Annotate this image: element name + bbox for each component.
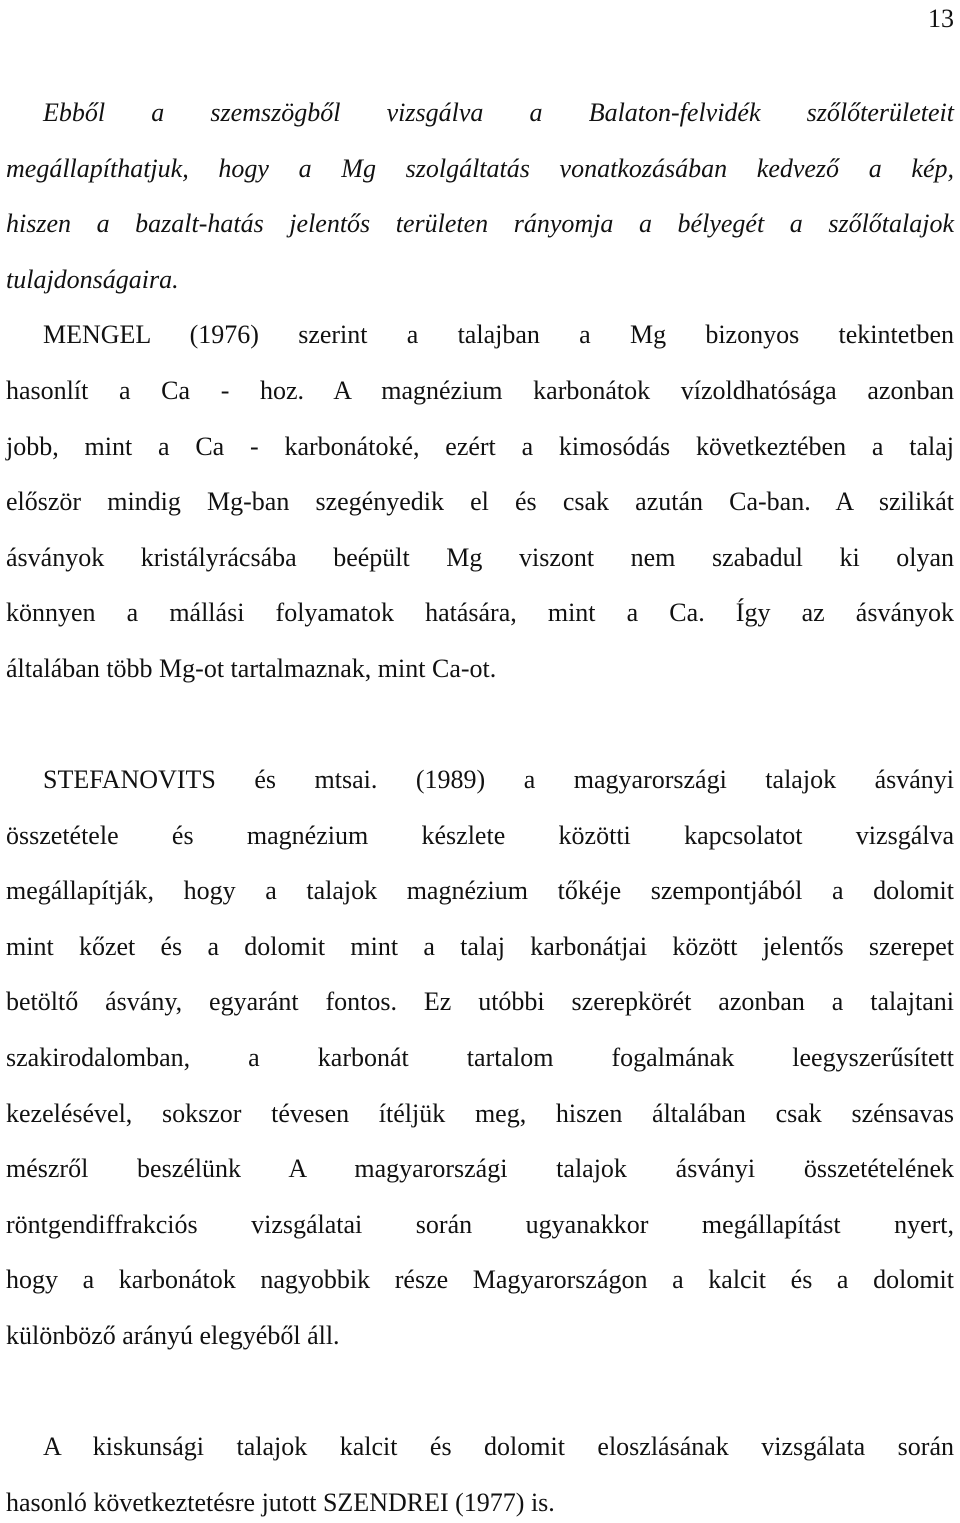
text-line: kezelésével, sokszor tévesen ítéljük meg, hiszen általában csak szénsavas (6, 1099, 954, 1128)
text-line: hasonló következtetésre jutott SZENDREI (1977) is. (6, 1488, 555, 1517)
text-line: általában több Mg-ot tartalmaznak, mint Ca-ot. (6, 654, 497, 683)
text-line: hogy a karbonátok nagyobbik része Magyarországon a kalcit és a dolomit (6, 1265, 954, 1294)
text-line: könnyen a mállási folyamatok hatására, mint a Ca. Így az ásványok (6, 598, 954, 627)
text-line: betöltő ásvány, egyaránt fontos. Ez utóbbi szerepkörét azonban a talajtani (6, 987, 954, 1016)
text-line: megállapíthatjuk, hogy a Mg szolgáltatás vonatkozásában kedvező a kép, (6, 154, 954, 183)
text-line: Ebből a szemszögből vizsgálva a Balaton-felvidék szőlőterületeit (43, 98, 954, 127)
text-line: különböző arányú elegyéből áll. (6, 1321, 340, 1350)
text-line: mint kőzet és a dolomit mint a talaj karbonátjai között jelentős szerepet (6, 932, 954, 961)
text-line: összetétele és magnézium készlete közötti kapcsolatot vizsgálva (6, 821, 954, 850)
text-line: tulajdonságaira. (6, 265, 179, 294)
page-number: 13 (928, 4, 954, 33)
text-line: röntgendiffrakciós vizsgálatai során ugyanakkor megállapítást nyert, (6, 1210, 954, 1239)
text-line: szakirodalomban, a karbonát tartalom fogalmának leegyszerűsített (6, 1043, 954, 1072)
text-line: hiszen a bazalt-hatás jelentős területen rányomja a bélyegét a szőlőtalajok (6, 209, 954, 238)
text-line: először mindig Mg-ban szegényedik el és csak azután Ca-ban. A szilikát (6, 487, 954, 516)
text-line: hasonlít a Ca - hoz. A magnézium karbonátok vízoldhatósága azonban (6, 376, 954, 405)
text-line: A kiskunsági talajok kalcit és dolomit eloszlásának vizsgálata során (43, 1432, 954, 1461)
text-line: megállapítják, hogy a talajok magnézium tőkéje szempontjából a dolomit (6, 876, 954, 905)
text-line: jobb, mint a Ca - karbonátoké, ezért a kimosódás következtében a talaj (6, 432, 954, 461)
text-line: STEFANOVITS és mtsai. (1989) a magyarországi talajok ásványi (43, 765, 954, 794)
text-line: mészről beszélünk A magyarországi talajok ásványi összetételének (6, 1154, 954, 1183)
text-line: MENGEL (1976) szerint a talajban a Mg bizonyos tekintetben (43, 320, 954, 349)
text-line: ásványok kristályrácsába beépült Mg viszont nem szabadul ki olyan (6, 543, 954, 572)
